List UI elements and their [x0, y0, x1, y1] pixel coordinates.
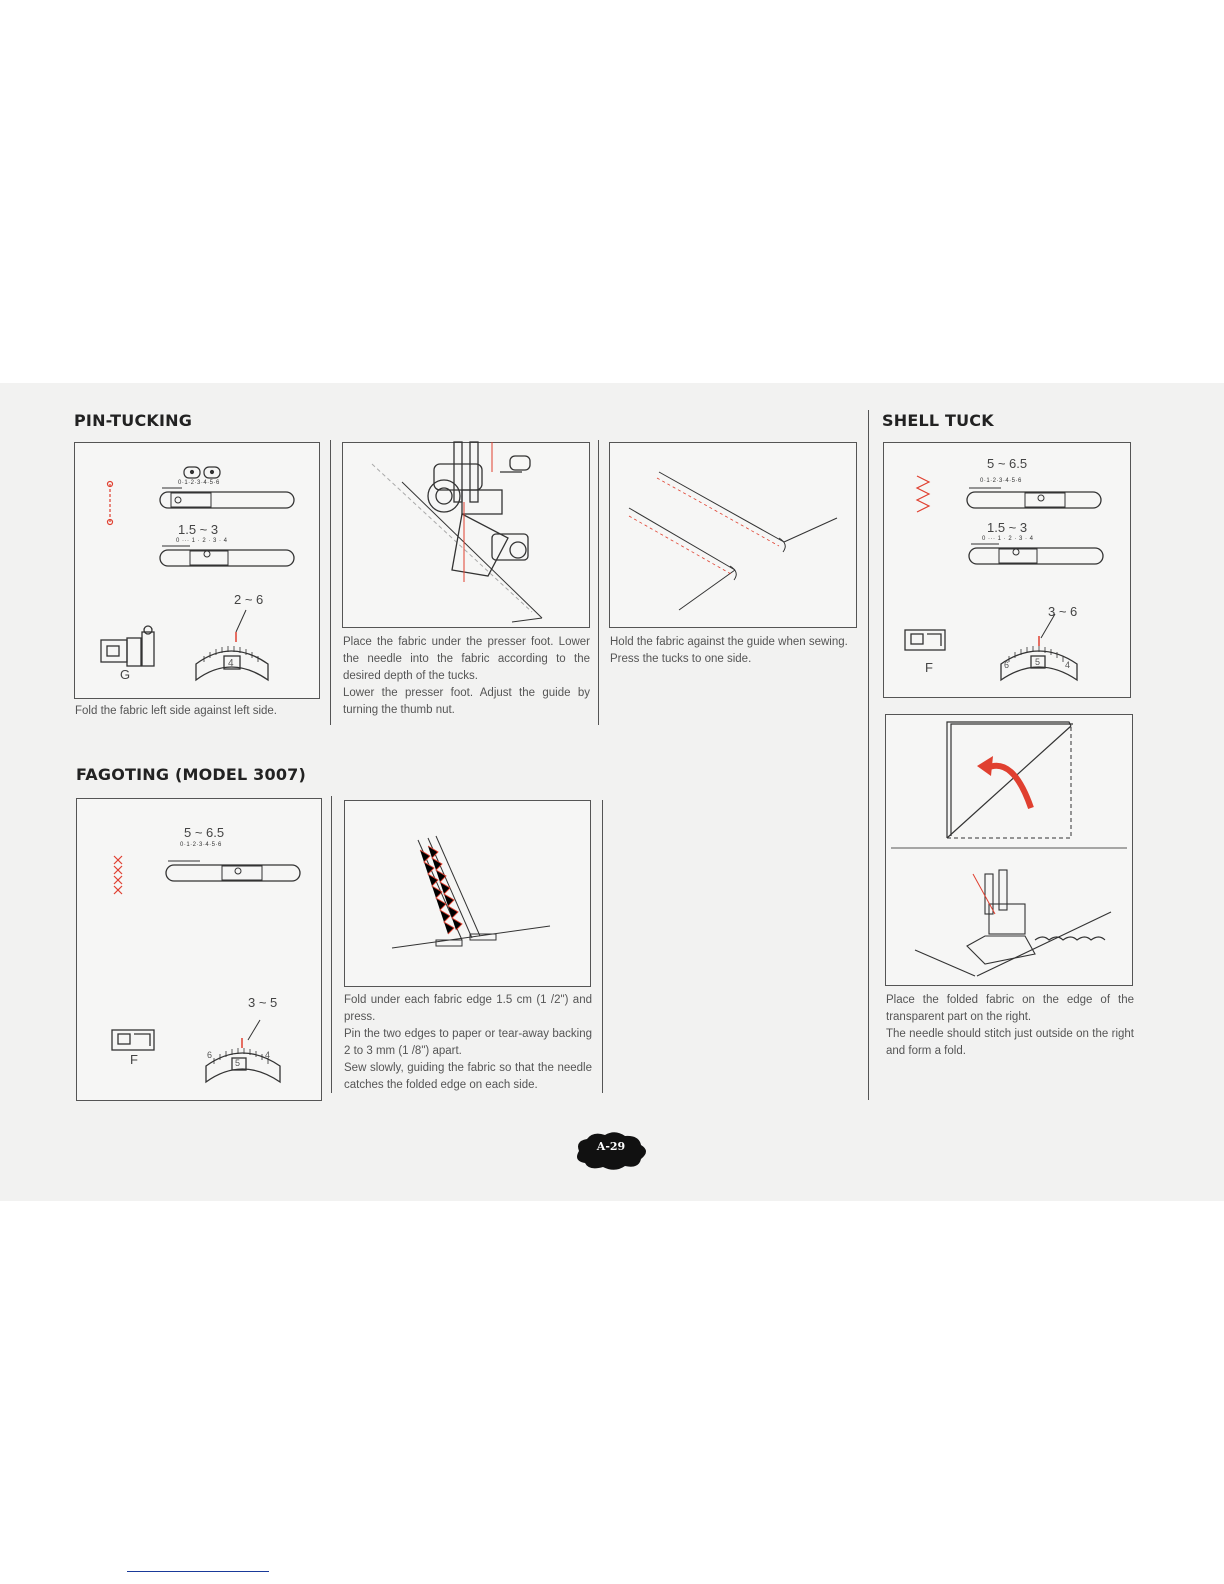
length-slider-icon [160, 550, 294, 566]
fagoting-stitch-icon [114, 856, 122, 894]
fagoting-dial-number-5: 5 [235, 1058, 241, 1068]
presser-foot-f-icon [905, 630, 945, 650]
width-slider-icon [166, 865, 300, 881]
width-slider-icon [967, 492, 1101, 508]
footer-rule [127, 1571, 269, 1572]
pin-tucking-heading: PIN-TUCKING [74, 411, 193, 430]
shell-tuck-dial-number-5: 5 [1035, 657, 1041, 667]
pin-tucking-caption-1: Fold the fabric left side against left side. [75, 705, 277, 717]
shell-tuck-width-scale: 0·1·2·3·4·5·6 [980, 478, 1022, 484]
fagoting-heading: FAGOTING (MODEL 3007) [76, 765, 307, 784]
presser-foot-g-icon [101, 626, 154, 666]
fagoting-dial-number-4: 4 [265, 1050, 271, 1060]
straight-stitch-icon [108, 482, 113, 525]
shell-tuck-illustration [885, 714, 1133, 986]
length-slider-icon [969, 548, 1103, 564]
fagoting-caption: Fold under each fabric edge 1.5 cm (1 /2") and press. Pin the two edges to paper or tear-away backing 2 to 3 mm (1 /8") apart. Sew slowly, guiding the fabric so that the needle catches the folded edge on each side. [344, 994, 592, 1091]
shell-tuck-length-scale: 0 ··· 1 · 2 · 3 · 4 [982, 536, 1034, 542]
pin-tucking-caption-3: Hold the fabric against the guide when sewing. Press the tucks to one side. [610, 636, 848, 665]
width-slider-icon [160, 492, 294, 508]
shell-tuck-tension-value: 3 ~ 6 [1048, 604, 1078, 619]
shell-tuck-foot-letter: F [925, 660, 933, 675]
fagoting-width-scale: 0·1·2·3·4·5·6 [180, 842, 222, 848]
pin-tucking-tension-value: 2 ~ 6 [234, 592, 264, 607]
fold-arrow-icon [987, 766, 1031, 808]
shell-tuck-stitch-icon [917, 476, 929, 512]
fagoting-tension-value: 3 ~ 5 [248, 995, 278, 1010]
page-number: A-29 [596, 1140, 626, 1153]
fagoting-foot-letter: F [130, 1052, 138, 1067]
column-divider [330, 440, 331, 725]
shell-tuck-caption: Place the folded fabric on the edge of the transparent part on the right. The needle should stitch just outside on the right and form a fold. [886, 994, 1134, 1057]
column-divider [868, 410, 869, 1100]
column-divider [331, 796, 332, 1093]
presser-foot-f-icon [112, 1030, 154, 1050]
pin-tucking-caption-2: Place the fabric under the presser foot. Lower the needle into the fabric according to the desired depth of the tucks. Lower the presser foot. Adjust the guide by turning the thumb nut. [343, 636, 590, 716]
fagoting-width-value: 5 ~ 6.5 [184, 825, 225, 840]
fagoting-dial-number-6: 6 [207, 1050, 213, 1060]
pin-tucking-tension-dial-number: 4 [228, 658, 234, 669]
pin-tucking-length-scale: 0 ··· 1 · 2 · 3 · 4 [176, 538, 228, 544]
column-divider [602, 800, 603, 1093]
pin-tucking-foot-letter: G [120, 667, 131, 682]
fagoting-illustration [344, 800, 591, 987]
shell-tuck-dial-number-4: 4 [1065, 660, 1071, 670]
shell-tuck-heading: SHELL TUCK [882, 411, 994, 430]
pin-tucking-width-scale: 0·1·2·3·4·5·6 [178, 480, 220, 486]
column-divider [598, 440, 599, 725]
tucks-illustration [609, 442, 857, 628]
shell-tuck-width-value: 5 ~ 6.5 [987, 456, 1028, 471]
shell-tuck-length-value: 1.5 ~ 3 [987, 520, 1028, 535]
twin-needle-icon [184, 467, 220, 478]
pin-tucking-length-value: 1.5 ~ 3 [178, 522, 219, 537]
presser-foot-illustration [342, 442, 590, 628]
shell-tuck-dial-number-6: 6 [1004, 660, 1010, 670]
